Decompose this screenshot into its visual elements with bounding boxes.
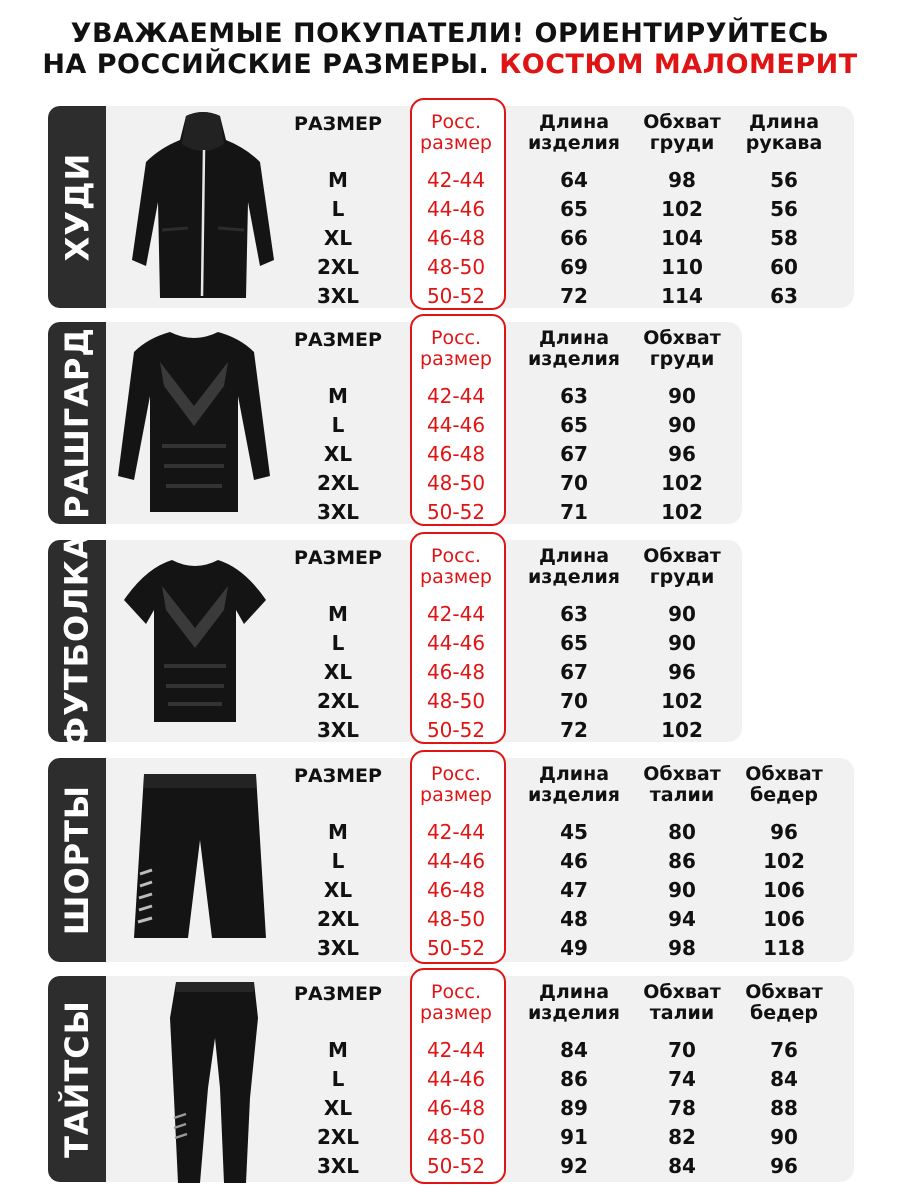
section-tab [48,758,106,962]
column-header: Обхват талии [643,763,721,806]
russian-size-value: 48-50 [426,255,486,279]
column-header: Обхват груди [643,327,721,370]
column-header: Обхват бедер [745,763,823,806]
column-header: Длина изделия [527,327,621,370]
russian-size-value: 50-52 [426,936,486,960]
measurement-value: 65 [560,631,588,655]
size-label: M [328,820,348,844]
hoodie-icon [128,110,278,309]
measurement-value: 102 [661,471,703,495]
section-tab [48,106,106,308]
measurement-value: 96 [770,1154,798,1178]
measurement-value: 90 [668,878,696,902]
measurement-value: 78 [668,1096,696,1120]
size-label: L [331,413,345,437]
measurement-value: 102 [661,718,703,742]
column-header: Росс. размер [420,981,492,1024]
size-label: 2XL [316,471,360,495]
measurement-value: 90 [668,602,696,626]
measurement-value: 92 [560,1154,588,1178]
measurement-value: 86 [560,1067,588,1091]
size-label: 3XL [316,284,360,308]
header-line-1: УВАЖАЕМЫЕ ПОКУПАТЕЛИ! ОРИЕНТИРУЙТЕСЬ [70,18,830,49]
measurement-value: 63 [560,384,588,408]
russian-size-value: 42-44 [426,168,486,192]
measurement-value: 102 [661,500,703,524]
russian-size-value: 44-46 [426,849,486,873]
size-label: 2XL [316,1125,360,1149]
measurement-value: 65 [560,197,588,221]
measurement-value: 80 [668,820,696,844]
column-header: Обхват груди [643,545,721,588]
section-title: ХУДИ [58,152,96,262]
measurement-value: 56 [770,197,798,221]
column-header: Обхват бедер [745,981,823,1024]
measurement-value: 46 [560,849,588,873]
size-label: XL [323,660,353,684]
russian-size-value: 44-46 [426,631,486,655]
section-tab [48,533,106,749]
russian-size-value: 44-46 [426,413,486,437]
column-header: Длина изделия [527,545,621,588]
column-header: РАЗМЕР [294,547,382,569]
section-tab [48,322,106,524]
section-title: РАШГАРД [58,327,97,519]
size-label: M [328,384,348,408]
measurement-value: 72 [560,718,588,742]
measurement-value: 69 [560,255,588,279]
russian-size-value: 50-52 [426,1154,486,1178]
measurement-value: 65 [560,413,588,437]
column-header: Росс. размер [420,763,492,806]
page-header [0,18,900,80]
measurement-value: 98 [668,936,696,960]
measurement-value: 104 [661,226,703,250]
russian-size-value: 48-50 [426,1125,486,1149]
column-header: Росс. размер [420,327,492,370]
measurement-value: 90 [668,631,696,655]
column-header: РАЗМЕР [294,983,382,1005]
measurement-value: 89 [560,1096,588,1120]
measurement-value: 102 [661,689,703,713]
section-title: ФУТБОЛКА [58,533,97,749]
tshirt-icon [120,554,270,733]
column-header: Обхват груди [643,111,721,154]
measurement-value: 64 [560,168,588,192]
measurement-value: 91 [560,1125,588,1149]
russian-size-value: 42-44 [426,820,486,844]
section-tab [48,976,106,1182]
size-label: XL [323,442,353,466]
russian-size-value: 48-50 [426,471,486,495]
size-label: 3XL [316,936,360,960]
measurement-value: 70 [668,1038,696,1062]
russian-size-value: 42-44 [426,602,486,626]
russian-size-value: 42-44 [426,384,486,408]
size-label: L [331,197,345,221]
size-label: L [331,1067,345,1091]
measurement-value: 63 [560,602,588,626]
column-header: Длина изделия [527,111,621,154]
measurement-value: 63 [770,284,798,308]
russian-size-value: 46-48 [426,226,486,250]
measurement-value: 84 [668,1154,696,1178]
size-label: 2XL [316,689,360,713]
measurement-value: 106 [763,907,805,931]
russian-size-value: 50-52 [426,500,486,524]
russian-size-value: 46-48 [426,660,486,684]
size-label: L [331,849,345,873]
russian-size-value: 44-46 [426,1067,486,1091]
column-header: Росс. размер [420,545,492,588]
section-tshirt [48,533,742,749]
section-title: ШОРТЫ [58,784,97,936]
measurement-value: 90 [668,413,696,437]
measurement-value: 74 [668,1067,696,1091]
shorts-icon [130,770,270,949]
russian-size-value: 46-48 [426,442,486,466]
measurement-value: 98 [668,168,696,192]
measurement-value: 71 [560,500,588,524]
russian-size-value: 46-48 [426,1096,486,1120]
measurement-value: 67 [560,442,588,466]
size-label: XL [323,226,353,250]
measurement-value: 84 [560,1038,588,1062]
measurement-value: 58 [770,226,798,250]
measurement-value: 45 [560,820,588,844]
measurement-value: 96 [668,660,696,684]
russian-size-value: 48-50 [426,907,486,931]
size-label: L [331,631,345,655]
measurement-value: 114 [661,284,703,308]
measurement-value: 90 [668,384,696,408]
size-label: 3XL [316,718,360,742]
column-header: Длина рукава [745,111,823,154]
measurement-value: 56 [770,168,798,192]
size-label: 3XL [316,500,360,524]
russian-size-value: 42-44 [426,1038,486,1062]
measurement-value: 106 [763,878,805,902]
column-header: Длина изделия [527,763,621,806]
russian-size-value: 50-52 [426,284,486,308]
measurement-value: 96 [668,442,696,466]
size-label: 2XL [316,255,360,279]
russian-size-value: 48-50 [426,689,486,713]
size-label: XL [323,878,353,902]
section-hoodie [48,106,854,308]
measurement-value: 70 [560,471,588,495]
size-label: 2XL [316,907,360,931]
column-header: Длина изделия [527,981,621,1024]
column-header: РАЗМЕР [294,329,382,351]
measurement-value: 60 [770,255,798,279]
measurement-value: 102 [763,849,805,873]
size-label: 3XL [316,1154,360,1178]
measurement-value: 110 [661,255,703,279]
measurement-value: 47 [560,878,588,902]
column-header: Обхват талии [643,981,721,1024]
measurement-value: 82 [668,1125,696,1149]
size-label: XL [323,1096,353,1120]
measurement-value: 70 [560,689,588,713]
measurement-value: 86 [668,849,696,873]
measurement-value: 48 [560,907,588,931]
measurement-value: 118 [763,936,805,960]
section-shorts [48,758,854,962]
size-label: M [328,1038,348,1062]
russian-size-value: 50-52 [426,718,486,742]
measurement-value: 49 [560,936,588,960]
header-line-2-red: КОСТЮМ МАЛОМЕРИТ [499,49,858,80]
measurement-value: 88 [770,1096,798,1120]
rashguard-icon [114,326,274,525]
measurement-value: 96 [770,820,798,844]
russian-size-value: 44-46 [426,197,486,221]
size-label: M [328,168,348,192]
column-header: РАЗМЕР [294,113,382,135]
header-line-2-black: НА РОССИЙСКИЕ РАЗМЕРЫ. [42,49,490,80]
size-label: M [328,602,348,626]
measurement-value: 76 [770,1038,798,1062]
column-header: Росс. размер [420,111,492,154]
measurement-value: 90 [770,1125,798,1149]
measurement-value: 102 [661,197,703,221]
header-line-2 [0,49,900,80]
section-tights [48,976,854,1182]
section-title: ТАЙТСЫ [58,1000,96,1158]
tights-icon [160,978,270,1192]
section-rashguard [48,322,742,524]
measurement-value: 66 [560,226,588,250]
measurement-value: 72 [560,284,588,308]
russian-size-value: 46-48 [426,878,486,902]
measurement-value: 84 [770,1067,798,1091]
measurement-value: 94 [668,907,696,931]
measurement-value: 67 [560,660,588,684]
column-header: РАЗМЕР [294,765,382,787]
